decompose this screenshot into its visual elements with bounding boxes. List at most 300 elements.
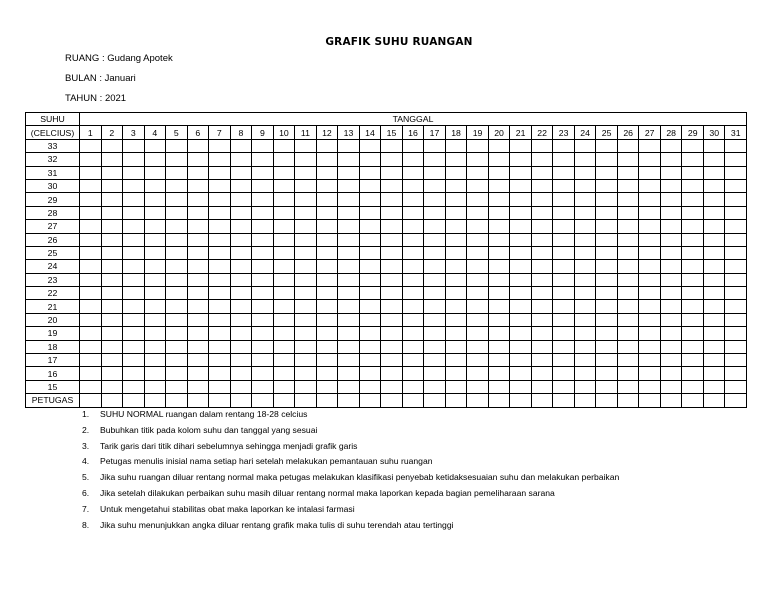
grid-cell[interactable] (510, 220, 532, 233)
grid-cell[interactable] (166, 313, 188, 326)
grid-cell[interactable] (445, 246, 467, 259)
grid-cell[interactable] (617, 327, 639, 340)
grid-cell[interactable] (445, 179, 467, 192)
grid-cell[interactable] (553, 367, 575, 380)
grid-cell[interactable] (273, 220, 295, 233)
grid-cell[interactable] (531, 354, 553, 367)
grid-cell[interactable] (639, 206, 661, 219)
grid-cell[interactable] (596, 273, 618, 286)
grid-cell[interactable] (424, 206, 446, 219)
grid-cell[interactable] (574, 300, 596, 313)
grid-cell[interactable] (424, 179, 446, 192)
grid-cell[interactable] (273, 273, 295, 286)
grid-cell[interactable] (617, 260, 639, 273)
grid-cell[interactable] (488, 246, 510, 259)
grid-cell[interactable] (703, 380, 725, 393)
grid-cell[interactable] (682, 153, 704, 166)
grid-cell[interactable] (660, 300, 682, 313)
grid-cell[interactable] (316, 354, 338, 367)
grid-cell[interactable] (252, 273, 274, 286)
grid-cell[interactable] (424, 273, 446, 286)
grid-cell[interactable] (682, 394, 704, 407)
grid-cell[interactable] (725, 260, 747, 273)
grid-cell[interactable] (402, 220, 424, 233)
grid-cell[interactable] (144, 153, 166, 166)
grid-cell[interactable] (187, 380, 209, 393)
grid-cell[interactable] (359, 273, 381, 286)
grid-cell[interactable] (359, 367, 381, 380)
grid-cell[interactable] (553, 260, 575, 273)
grid-cell[interactable] (488, 367, 510, 380)
grid-cell[interactable] (187, 354, 209, 367)
grid-cell[interactable] (402, 179, 424, 192)
grid-cell[interactable] (209, 233, 231, 246)
grid-cell[interactable] (381, 300, 403, 313)
grid-cell[interactable] (101, 166, 123, 179)
grid-cell[interactable] (553, 340, 575, 353)
grid-cell[interactable] (660, 340, 682, 353)
grid-cell[interactable] (596, 153, 618, 166)
grid-cell[interactable] (166, 367, 188, 380)
grid-cell[interactable] (316, 327, 338, 340)
grid-cell[interactable] (467, 300, 489, 313)
grid-cell[interactable] (553, 380, 575, 393)
grid-cell[interactable] (682, 193, 704, 206)
grid-cell[interactable] (123, 179, 145, 192)
grid-cell[interactable] (295, 246, 317, 259)
grid-cell[interactable] (703, 340, 725, 353)
grid-cell[interactable] (295, 206, 317, 219)
grid-cell[interactable] (101, 394, 123, 407)
grid-cell[interactable] (144, 327, 166, 340)
grid-cell[interactable] (230, 287, 252, 300)
grid-cell[interactable] (445, 166, 467, 179)
grid-cell[interactable] (424, 313, 446, 326)
grid-cell[interactable] (510, 153, 532, 166)
grid-cell[interactable] (230, 367, 252, 380)
grid-cell[interactable] (402, 260, 424, 273)
grid-cell[interactable] (617, 179, 639, 192)
grid-cell[interactable] (467, 206, 489, 219)
grid-cell[interactable] (574, 139, 596, 152)
grid-cell[interactable] (639, 233, 661, 246)
grid-cell[interactable] (531, 380, 553, 393)
grid-cell[interactable] (596, 287, 618, 300)
grid-cell[interactable] (424, 327, 446, 340)
grid-cell[interactable] (381, 394, 403, 407)
grid-cell[interactable] (273, 233, 295, 246)
grid-cell[interactable] (381, 340, 403, 353)
grid-cell[interactable] (725, 206, 747, 219)
grid-cell[interactable] (381, 220, 403, 233)
grid-cell[interactable] (252, 300, 274, 313)
grid-cell[interactable] (273, 153, 295, 166)
grid-cell[interactable] (273, 340, 295, 353)
grid-cell[interactable] (187, 193, 209, 206)
grid-cell[interactable] (660, 166, 682, 179)
grid-cell[interactable] (101, 233, 123, 246)
grid-cell[interactable] (553, 193, 575, 206)
grid-cell[interactable] (359, 193, 381, 206)
grid-cell[interactable] (359, 260, 381, 273)
grid-cell[interactable] (402, 394, 424, 407)
grid-cell[interactable] (510, 394, 532, 407)
grid-cell[interactable] (617, 367, 639, 380)
grid-cell[interactable] (574, 340, 596, 353)
grid-cell[interactable] (338, 354, 360, 367)
grid-cell[interactable] (359, 327, 381, 340)
grid-cell[interactable] (510, 179, 532, 192)
grid-cell[interactable] (381, 206, 403, 219)
grid-cell[interactable] (682, 206, 704, 219)
grid-cell[interactable] (596, 220, 618, 233)
grid-cell[interactable] (574, 354, 596, 367)
grid-cell[interactable] (230, 354, 252, 367)
grid-cell[interactable] (488, 327, 510, 340)
grid-cell[interactable] (144, 367, 166, 380)
grid-cell[interactable] (316, 246, 338, 259)
grid-cell[interactable] (123, 340, 145, 353)
grid-cell[interactable] (660, 179, 682, 192)
grid-cell[interactable] (338, 220, 360, 233)
grid-cell[interactable] (617, 394, 639, 407)
grid-cell[interactable] (359, 233, 381, 246)
grid-cell[interactable] (230, 166, 252, 179)
grid-cell[interactable] (725, 153, 747, 166)
grid-cell[interactable] (166, 166, 188, 179)
grid-cell[interactable] (617, 139, 639, 152)
grid-cell[interactable] (252, 220, 274, 233)
grid-cell[interactable] (166, 380, 188, 393)
grid-cell[interactable] (467, 394, 489, 407)
grid-cell[interactable] (553, 206, 575, 219)
grid-cell[interactable] (617, 246, 639, 259)
grid-cell[interactable] (80, 220, 102, 233)
grid-cell[interactable] (488, 153, 510, 166)
grid-cell[interactable] (553, 220, 575, 233)
grid-cell[interactable] (617, 206, 639, 219)
grid-cell[interactable] (682, 260, 704, 273)
grid-cell[interactable] (273, 287, 295, 300)
grid-cell[interactable] (682, 233, 704, 246)
grid-cell[interactable] (703, 394, 725, 407)
grid-cell[interactable] (596, 394, 618, 407)
grid-cell[interactable] (682, 246, 704, 259)
grid-cell[interactable] (144, 273, 166, 286)
grid-cell[interactable] (338, 206, 360, 219)
grid-cell[interactable] (553, 313, 575, 326)
grid-cell[interactable] (123, 220, 145, 233)
grid-cell[interactable] (639, 394, 661, 407)
grid-cell[interactable] (553, 354, 575, 367)
grid-cell[interactable] (381, 139, 403, 152)
grid-cell[interactable] (316, 166, 338, 179)
grid-cell[interactable] (510, 354, 532, 367)
grid-cell[interactable] (295, 380, 317, 393)
grid-cell[interactable] (209, 340, 231, 353)
grid-cell[interactable] (295, 193, 317, 206)
grid-cell[interactable] (596, 340, 618, 353)
grid-cell[interactable] (295, 166, 317, 179)
grid-cell[interactable] (101, 153, 123, 166)
grid-cell[interactable] (424, 153, 446, 166)
grid-cell[interactable] (488, 260, 510, 273)
grid-cell[interactable] (144, 179, 166, 192)
grid-cell[interactable] (725, 354, 747, 367)
grid-cell[interactable] (467, 380, 489, 393)
grid-cell[interactable] (488, 179, 510, 192)
grid-cell[interactable] (101, 220, 123, 233)
grid-cell[interactable] (338, 313, 360, 326)
grid-cell[interactable] (166, 300, 188, 313)
grid-cell[interactable] (725, 179, 747, 192)
grid-cell[interactable] (617, 287, 639, 300)
grid-cell[interactable] (381, 367, 403, 380)
grid-cell[interactable] (101, 380, 123, 393)
grid-cell[interactable] (725, 139, 747, 152)
grid-cell[interactable] (338, 179, 360, 192)
grid-cell[interactable] (359, 340, 381, 353)
grid-cell[interactable] (445, 367, 467, 380)
grid-cell[interactable] (295, 313, 317, 326)
grid-cell[interactable] (338, 260, 360, 273)
grid-cell[interactable] (574, 327, 596, 340)
grid-cell[interactable] (682, 179, 704, 192)
grid-cell[interactable] (574, 273, 596, 286)
grid-cell[interactable] (359, 380, 381, 393)
grid-cell[interactable] (467, 327, 489, 340)
grid-cell[interactable] (123, 300, 145, 313)
grid-cell[interactable] (252, 287, 274, 300)
grid-cell[interactable] (273, 260, 295, 273)
grid-cell[interactable] (445, 220, 467, 233)
grid-cell[interactable] (101, 260, 123, 273)
grid-cell[interactable] (80, 233, 102, 246)
grid-cell[interactable] (510, 233, 532, 246)
grid-cell[interactable] (596, 193, 618, 206)
grid-cell[interactable] (252, 367, 274, 380)
grid-cell[interactable] (166, 287, 188, 300)
grid-cell[interactable] (445, 193, 467, 206)
grid-cell[interactable] (703, 233, 725, 246)
grid-cell[interactable] (531, 260, 553, 273)
grid-cell[interactable] (617, 233, 639, 246)
grid-cell[interactable] (703, 139, 725, 152)
grid-cell[interactable] (617, 380, 639, 393)
grid-cell[interactable] (187, 153, 209, 166)
grid-cell[interactable] (725, 394, 747, 407)
grid-cell[interactable] (467, 313, 489, 326)
grid-cell[interactable] (703, 153, 725, 166)
grid-cell[interactable] (252, 193, 274, 206)
grid-cell[interactable] (725, 287, 747, 300)
grid-cell[interactable] (252, 313, 274, 326)
grid-cell[interactable] (596, 166, 618, 179)
grid-cell[interactable] (725, 380, 747, 393)
grid-cell[interactable] (316, 193, 338, 206)
grid-cell[interactable] (617, 153, 639, 166)
grid-cell[interactable] (295, 340, 317, 353)
grid-cell[interactable] (230, 246, 252, 259)
grid-cell[interactable] (209, 327, 231, 340)
grid-cell[interactable] (123, 327, 145, 340)
grid-cell[interactable] (359, 313, 381, 326)
grid-cell[interactable] (316, 300, 338, 313)
grid-cell[interactable] (574, 233, 596, 246)
grid-cell[interactable] (123, 367, 145, 380)
grid-cell[interactable] (510, 246, 532, 259)
grid-cell[interactable] (725, 327, 747, 340)
grid-cell[interactable] (166, 153, 188, 166)
grid-cell[interactable] (488, 340, 510, 353)
grid-cell[interactable] (252, 354, 274, 367)
grid-cell[interactable] (316, 139, 338, 152)
grid-cell[interactable] (316, 273, 338, 286)
grid-cell[interactable] (574, 153, 596, 166)
grid-cell[interactable] (467, 193, 489, 206)
grid-cell[interactable] (316, 260, 338, 273)
grid-cell[interactable] (445, 394, 467, 407)
grid-cell[interactable] (338, 380, 360, 393)
grid-cell[interactable] (316, 220, 338, 233)
grid-cell[interactable] (273, 327, 295, 340)
grid-cell[interactable] (187, 233, 209, 246)
grid-cell[interactable] (381, 246, 403, 259)
grid-cell[interactable] (230, 260, 252, 273)
grid-cell[interactable] (359, 394, 381, 407)
grid-cell[interactable] (295, 179, 317, 192)
grid-cell[interactable] (252, 380, 274, 393)
grid-cell[interactable] (252, 166, 274, 179)
grid-cell[interactable] (359, 166, 381, 179)
grid-cell[interactable] (80, 193, 102, 206)
grid-cell[interactable] (682, 380, 704, 393)
grid-cell[interactable] (316, 233, 338, 246)
grid-cell[interactable] (209, 166, 231, 179)
grid-cell[interactable] (273, 139, 295, 152)
grid-cell[interactable] (574, 287, 596, 300)
grid-cell[interactable] (144, 246, 166, 259)
grid-cell[interactable] (187, 206, 209, 219)
grid-cell[interactable] (381, 166, 403, 179)
grid-cell[interactable] (467, 354, 489, 367)
grid-cell[interactable] (531, 220, 553, 233)
grid-cell[interactable] (295, 300, 317, 313)
grid-cell[interactable] (295, 367, 317, 380)
grid-cell[interactable] (359, 139, 381, 152)
grid-cell[interactable] (660, 260, 682, 273)
grid-cell[interactable] (402, 340, 424, 353)
grid-cell[interactable] (703, 273, 725, 286)
grid-cell[interactable] (209, 260, 231, 273)
grid-cell[interactable] (80, 340, 102, 353)
grid-cell[interactable] (660, 273, 682, 286)
grid-cell[interactable] (144, 354, 166, 367)
grid-cell[interactable] (80, 179, 102, 192)
grid-cell[interactable] (424, 300, 446, 313)
grid-cell[interactable] (252, 394, 274, 407)
grid-cell[interactable] (424, 139, 446, 152)
grid-cell[interactable] (424, 220, 446, 233)
grid-cell[interactable] (209, 354, 231, 367)
grid-cell[interactable] (295, 220, 317, 233)
grid-cell[interactable] (510, 260, 532, 273)
grid-cell[interactable] (273, 179, 295, 192)
grid-cell[interactable] (359, 220, 381, 233)
grid-cell[interactable] (209, 394, 231, 407)
grid-cell[interactable] (725, 313, 747, 326)
grid-cell[interactable] (295, 287, 317, 300)
grid-cell[interactable] (574, 394, 596, 407)
grid-cell[interactable] (639, 300, 661, 313)
grid-cell[interactable] (553, 166, 575, 179)
grid-cell[interactable] (660, 354, 682, 367)
grid-cell[interactable] (660, 380, 682, 393)
grid-cell[interactable] (488, 273, 510, 286)
grid-cell[interactable] (230, 193, 252, 206)
grid-cell[interactable] (703, 206, 725, 219)
grid-cell[interactable] (381, 327, 403, 340)
grid-cell[interactable] (402, 300, 424, 313)
grid-cell[interactable] (445, 287, 467, 300)
grid-cell[interactable] (80, 394, 102, 407)
grid-cell[interactable] (596, 354, 618, 367)
grid-cell[interactable] (273, 394, 295, 407)
grid-cell[interactable] (381, 287, 403, 300)
grid-cell[interactable] (703, 220, 725, 233)
grid-cell[interactable] (531, 233, 553, 246)
grid-cell[interactable] (639, 287, 661, 300)
grid-cell[interactable] (639, 179, 661, 192)
grid-cell[interactable] (187, 300, 209, 313)
grid-cell[interactable] (187, 246, 209, 259)
grid-cell[interactable] (617, 220, 639, 233)
grid-cell[interactable] (553, 394, 575, 407)
grid-cell[interactable] (682, 287, 704, 300)
grid-cell[interactable] (467, 233, 489, 246)
grid-cell[interactable] (144, 233, 166, 246)
grid-cell[interactable] (166, 394, 188, 407)
grid-cell[interactable] (660, 193, 682, 206)
grid-cell[interactable] (596, 179, 618, 192)
grid-cell[interactable] (510, 193, 532, 206)
grid-cell[interactable] (273, 166, 295, 179)
grid-cell[interactable] (531, 394, 553, 407)
grid-cell[interactable] (166, 193, 188, 206)
grid-cell[interactable] (295, 139, 317, 152)
grid-cell[interactable] (553, 153, 575, 166)
grid-cell[interactable] (144, 287, 166, 300)
grid-cell[interactable] (273, 206, 295, 219)
grid-cell[interactable] (531, 139, 553, 152)
grid-cell[interactable] (316, 179, 338, 192)
grid-cell[interactable] (725, 220, 747, 233)
grid-cell[interactable] (230, 273, 252, 286)
grid-cell[interactable] (101, 300, 123, 313)
grid-cell[interactable] (553, 287, 575, 300)
grid-cell[interactable] (230, 340, 252, 353)
grid-cell[interactable] (574, 220, 596, 233)
grid-cell[interactable] (166, 139, 188, 152)
grid-cell[interactable] (596, 246, 618, 259)
grid-cell[interactable] (166, 260, 188, 273)
grid-cell[interactable] (553, 233, 575, 246)
grid-cell[interactable] (488, 394, 510, 407)
grid-cell[interactable] (273, 193, 295, 206)
grid-cell[interactable] (639, 220, 661, 233)
grid-cell[interactable] (467, 260, 489, 273)
grid-cell[interactable] (80, 300, 102, 313)
